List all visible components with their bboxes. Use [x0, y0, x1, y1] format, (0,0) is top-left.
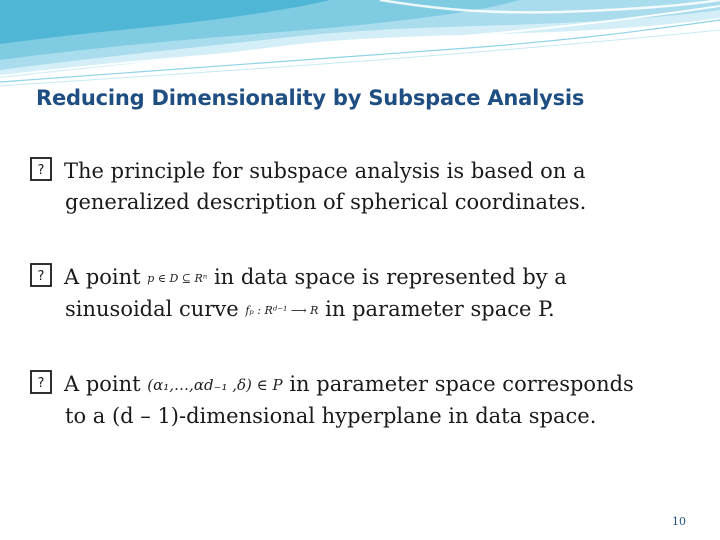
slide-title: Reducing Dimensionality by Subspace Analysis — [36, 86, 585, 110]
page-number: 10 — [672, 515, 686, 528]
bullet-marker-icon — [28, 369, 56, 395]
svg-text:?: ? — [37, 376, 45, 391]
formula-parameter-point: (α₁,…,αd₋₁ ,δ) ∈ P — [147, 376, 283, 394]
bullet-3-pre: A point — [64, 372, 141, 396]
bullet-marker-icon — [28, 262, 56, 288]
bullet-marker-icon — [28, 156, 56, 182]
bullet-3 — [28, 369, 688, 432]
bullet-2-pre: A point — [64, 265, 141, 289]
bullet-2-mid: in data space is represented by a — [213, 265, 567, 289]
bullet-1-line-2: generalized description of spherical coordinates. — [65, 190, 587, 214]
bullet-2-post2: in parameter space P. — [325, 297, 555, 321]
bullet-2 — [28, 262, 688, 326]
formula-point-in-data-space: p ∈ D ⊆ Rⁿ — [147, 272, 208, 285]
svg-text:?: ? — [37, 269, 45, 284]
header-wave-banner — [0, 0, 720, 90]
bullet-3-post: in parameter space corresponds — [289, 372, 634, 396]
bullet-1-line-1: The principle for subspace analysis is based on a — [64, 159, 586, 183]
svg-text:?: ? — [37, 163, 45, 178]
bullet-3-line-2: to a (d – 1)-dimensional hyperplane in data space. — [65, 404, 597, 428]
bullet-2-pre2: sinusoidal curve — [65, 297, 239, 321]
bullet-1 — [28, 156, 688, 218]
formula-sinusoidal-curve: fₚ : Rᵈ⁻¹ ⟶ R — [245, 304, 319, 317]
